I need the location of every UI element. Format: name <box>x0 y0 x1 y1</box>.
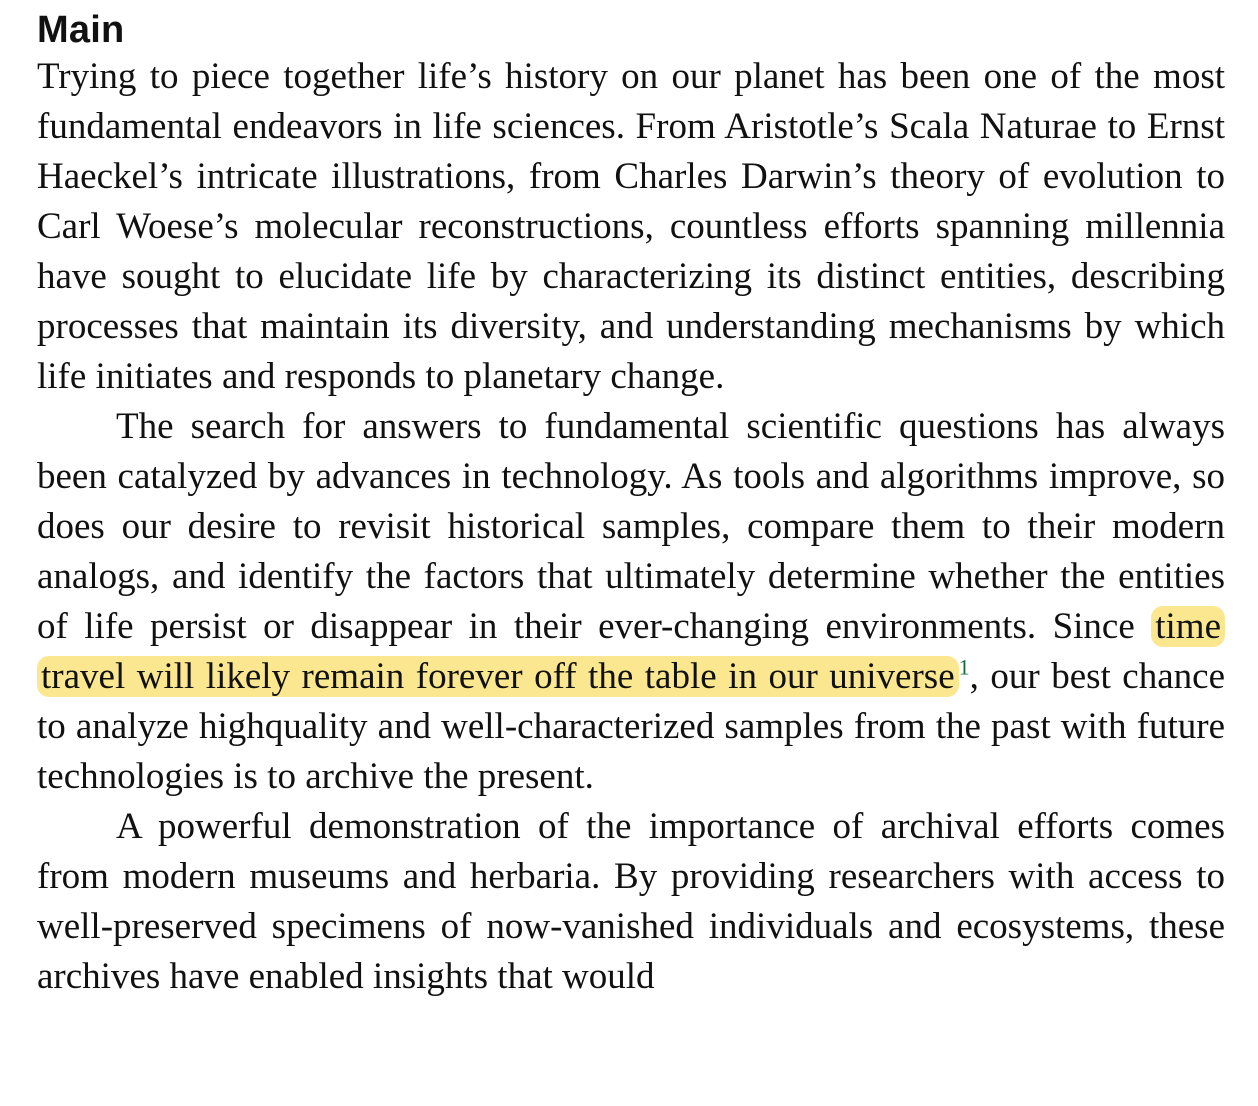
paragraph-2-text-before: The search for answers to fundamental scientific questions has always been catalyzed by advances in technology. As tools and algorithms improve, so does our desire to revisit historical samples, compare them to their modern analogs, and identify the factors that ultimately determine whether the entities of life persist or disappear in their ever-changing environments. Since <box>37 406 1225 647</box>
citation-link[interactable]: 1 <box>958 654 970 680</box>
article-page <box>37 0 1225 1002</box>
paragraph-2-text-after: , our best chance to analyze highquality and well-characterized samples from the past with future technologies is to archive the present. <box>37 656 1225 797</box>
paragraph-1: Trying to piece together life’s history on our planet has been one of the most fundamental endeavors in life sciences. From Aristotle’s Scala Naturae to Ernst Haeckel’s intricate illustrations, from Charles Darwin’s theory of evolution to Carl Woese’s molecular reconstructions, countless efforts spanning millennia have sought to elucidate life by characterizing its distinct entities, describing processes that maintain its diversity, and understanding mechanisms by which life initiates and responds to planetary change. <box>37 56 1225 397</box>
paragraph-3: A powerful demonstration of the importance of archival efforts comes from modern museums and herbaria. By providing researchers with access to well-preserved specimens of now-vanished individuals and ecosystems, these archives have enabled insights that would <box>37 806 1225 997</box>
section-heading: Main <box>37 9 125 51</box>
highlighted-text[interactable]: time travel will likely remain forever off the table in our universe <box>37 606 1225 697</box>
paragraph-2 <box>37 402 1225 802</box>
